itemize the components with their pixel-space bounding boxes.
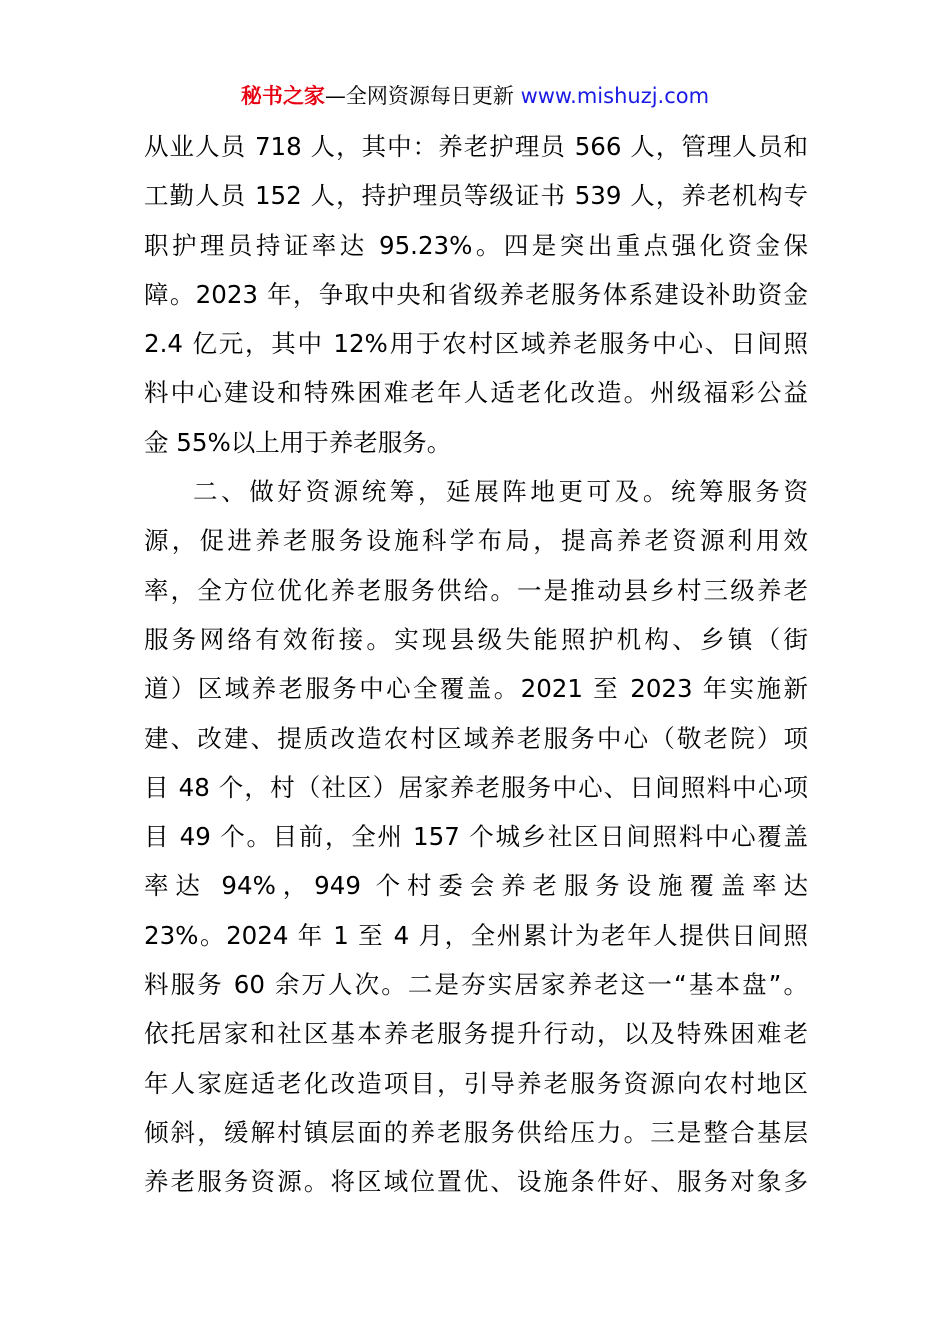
paragraph-heading-line: 二、做好资源统筹，延展阵地更可及。统筹服务资 <box>193 477 808 507</box>
text-line: 倾斜，缓解村镇层面的养老服务供给压力。三是整合基层 <box>144 1117 808 1147</box>
text-line: 率，全方位优化养老服务供给。一是推动县乡村三级养老 <box>144 575 808 605</box>
text-line: 障。2023 年，争取中央和省级养老服务体系建设补助资金 <box>144 279 808 309</box>
text-line: 年人家庭适老化改造项目，引导养老服务资源向农村地区 <box>144 1068 808 1098</box>
text-line: 源，促进养老服务设施科学布局，提高养老资源利用效 <box>144 526 808 556</box>
text-line: 目 48 个，村（社区）居家养老服务中心、日间照料中心项 <box>144 772 808 802</box>
header-url-link[interactable]: www.mishuzj.com <box>520 84 710 108</box>
page-header <box>0 80 950 112</box>
text-line: 工勤人员 152 人，持护理员等级证书 539 人，养老机构专 <box>144 181 808 211</box>
text-line: 职护理员持证率达 95.23%。四是突出重点强化资金保 <box>144 230 808 260</box>
text-line: 料服务 60 余万人次。二是夯实居家养老这一“基本盘”。 <box>144 970 808 1000</box>
text-line: 服务网络有效衔接。实现县级失能照护机构、乡镇（街 <box>144 624 808 654</box>
text-line: 23%。2024 年 1 至 4 月，全州累计为老年人提供日间照 <box>144 920 808 950</box>
text-line: 率达 94%，949 个村委会养老服务设施覆盖率达 <box>144 871 808 901</box>
text-line: 2.4 亿元，其中 12%用于农村区域养老服务中心、日间照 <box>144 329 808 359</box>
text-line: 从业人员 718 人，其中：养老护理员 566 人，管理人员和 <box>144 132 808 161</box>
text-line: 目 49 个。目前，全州 157 个城乡社区日间照料中心覆盖 <box>144 822 808 852</box>
text-line: 道）区域养老服务中心全覆盖。2021 至 2023 年实施新 <box>144 674 808 704</box>
brand-name: 秘书之家 <box>240 84 325 108</box>
text-line: 养老服务资源。将区域位置优、设施条件好、服务对象多 <box>144 1167 808 1197</box>
header-tagline: —全网资源每日更新 <box>324 84 521 108</box>
text-line: 金 55%以上用于养老服务。 <box>144 427 452 457</box>
body-text <box>144 122 808 1207</box>
text-line: 依托居家和社区基本养老服务提升行动，以及特殊困难老 <box>144 1019 808 1049</box>
text-line: 料中心建设和特殊困难老年人适老化改造。州级福彩公益 <box>144 378 808 408</box>
text-line: 建、改建、提质改造农村区域养老服务中心（敬老院）项 <box>144 723 808 753</box>
